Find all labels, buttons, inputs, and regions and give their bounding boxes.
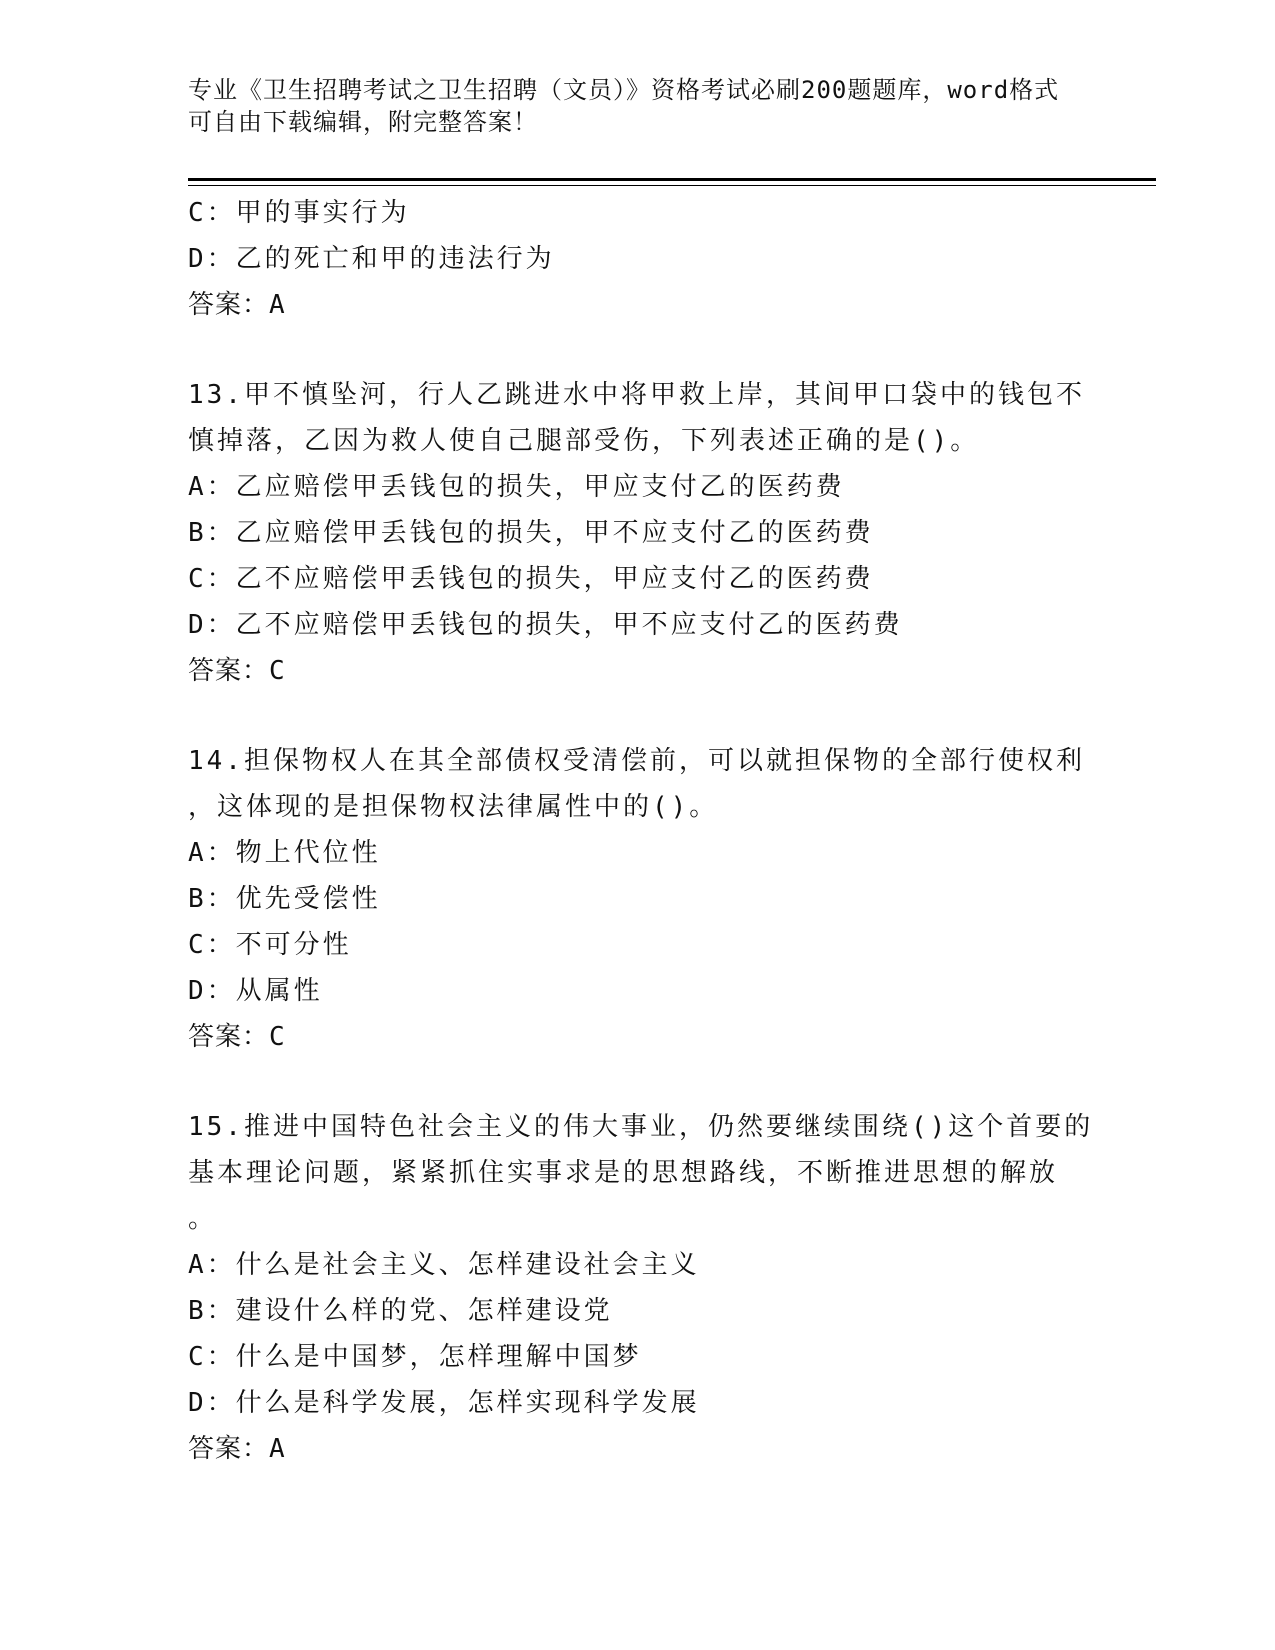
option-d: D：乙不应赔偿甲丢钱包的损失，甲不应支付乙的医药费 <box>188 610 903 640</box>
header-divider-thin <box>188 185 1156 186</box>
question-stem-line: 14.担保物权人在其全部债权受清偿前，可以就担保物的全部行使权利 <box>188 746 1085 776</box>
header-divider-thick <box>188 178 1156 181</box>
answer <box>188 1426 1088 1472</box>
document-header <box>188 74 1068 138</box>
question-stem-line: 。 <box>188 1204 218 1234</box>
question-stem-line: 慎掉落，乙因为救人使自己腿部受伤，下列表述正确的是()。 <box>188 426 980 456</box>
option-a: A：乙应赔偿甲丢钱包的损失，甲应支付乙的医药费 <box>188 472 845 502</box>
option-b: B：优先受偿性 <box>188 884 381 914</box>
question-stem-line: 基本理论问题，紧紧抓住实事求是的思想路线，不断推进思想的解放 <box>188 1158 1059 1188</box>
prev-question <box>188 190 1088 328</box>
question-stem <box>188 738 1088 830</box>
answer-label: 答案： <box>188 290 270 320</box>
answer-label: 答案： <box>188 1022 270 1052</box>
option-a: A：什么是社会主义、怎样建设社会主义 <box>188 1250 700 1280</box>
answer-label: 答案： <box>188 1434 270 1464</box>
answer-value: A <box>269 290 286 320</box>
option-b: B：建设什么样的党、怎样建设党 <box>188 1296 613 1326</box>
option-d: D：乙的死亡和甲的违法行为 <box>188 244 555 274</box>
question-stem <box>188 372 1088 464</box>
question-stem <box>188 1104 1094 1242</box>
option-d: D：什么是科学发展，怎样实现科学发展 <box>188 1388 700 1418</box>
answer <box>188 1014 1088 1060</box>
question-15 <box>188 1104 1094 1472</box>
answer-value: A <box>269 1434 286 1464</box>
question-14 <box>188 738 1088 1060</box>
option-b: B：乙应赔偿甲丢钱包的损失，甲不应支付乙的医药费 <box>188 518 874 548</box>
header-line-2: 可自由下载编辑，附完整答案！ <box>188 108 538 136</box>
answer-label: 答案： <box>188 656 270 686</box>
answer <box>188 648 1088 694</box>
option-c: C：什么是中国梦，怎样理解中国梦 <box>188 1342 642 1372</box>
answer <box>188 282 1088 328</box>
question-13 <box>188 372 1088 694</box>
question-list <box>188 190 1094 1472</box>
header-line-1: 专业《卫生招聘考试之卫生招聘（文员）》资格考试必刷200题题库，word格式 <box>188 76 1060 104</box>
option-c: C：甲的事实行为 <box>188 198 410 228</box>
question-stem-line: 13.甲不慎坠河，行人乙跳进水中将甲救上岸，其间甲口袋中的钱包不 <box>188 380 1085 410</box>
option-c: C：乙不应赔偿甲丢钱包的损失，甲应支付乙的医药费 <box>188 564 874 594</box>
question-stem-line: 15.推进中国特色社会主义的伟大事业，仍然要继续围绕()这个首要的 <box>188 1112 1094 1142</box>
answer-value: C <box>269 656 286 686</box>
option-a: A：物上代位性 <box>188 838 381 868</box>
option-c: C：不可分性 <box>188 930 352 960</box>
question-stem-line: ，这体现的是担保物权法律属性中的()。 <box>188 792 719 822</box>
answer-value: C <box>269 1022 286 1052</box>
option-d: D：从属性 <box>188 976 323 1006</box>
